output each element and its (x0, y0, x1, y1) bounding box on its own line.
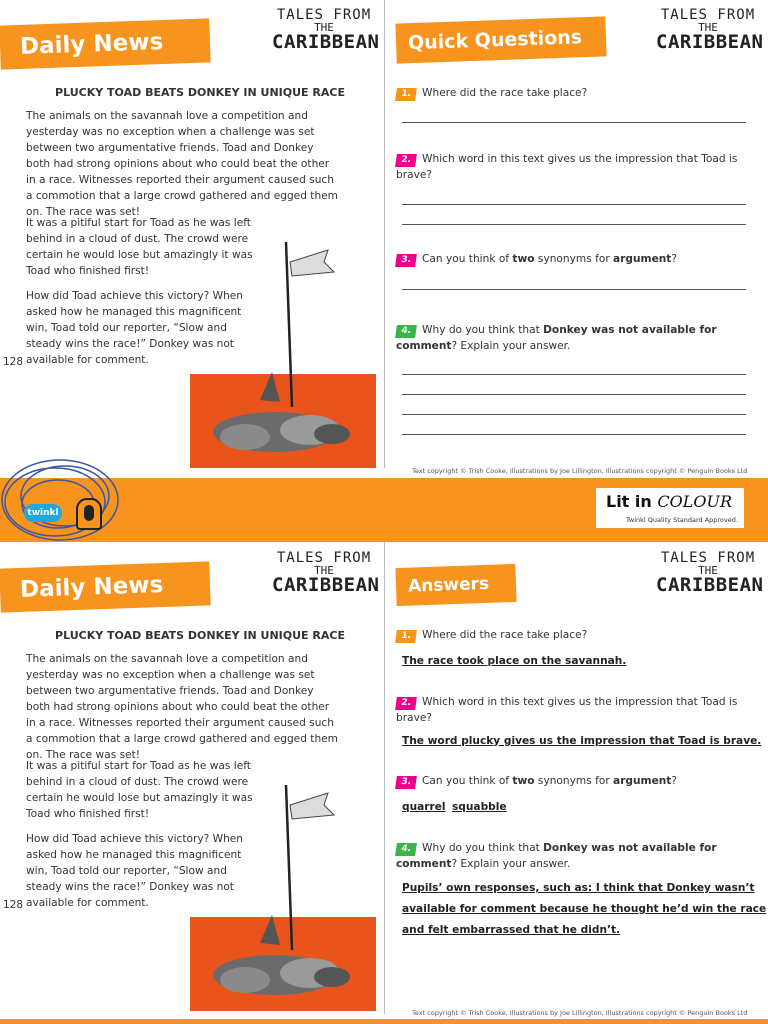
panel-divider (384, 542, 385, 1014)
article-paragraph-3: How did Toad achieve this victory? When asked how he managed this magnificent win, Toad told our reporter, “Slow and steady wins the race!” Donkey was not available for comment. (26, 290, 244, 366)
bottom-edge-strip (0, 1019, 768, 1024)
headline: PLUCKY TOAD BEATS DONKEY IN UNIQUE RACE (55, 86, 345, 99)
question-number-badge: 3. (395, 254, 417, 267)
copyright-credit: Text copyright © Trish Cooke, Illustrations by Joe Lillington, Illustrations copyright © Penguin Books Ltd (412, 467, 748, 475)
question-number-badge: 4. (395, 325, 417, 338)
answer-1: The race took place on the savannah. (402, 655, 627, 667)
question-1: 1. Where did the race take place? (396, 85, 746, 101)
twinkl-logo: twinkl (24, 504, 62, 522)
article-paragraph-1: The animals on the savannah love a competition and yesterday was no exception when a challenge was set between two argumentative friends. Toad and Donkey both had strong opinions about who could beat the other in a race. Witnesses reported their argument caused such a commotion that a large crowd gathered and egged them on. The race was set! (26, 110, 338, 218)
standard-approved: Twinkl Quality Standard Approved. (626, 516, 738, 524)
article-paragraph-2: It was a pitiful start for Toad as he was left behind in a cloud of dust. The crowd were certain he would lose but amazingly it was Toad who finished first! (26, 217, 253, 277)
lit-in-colour-badge (596, 488, 744, 528)
daily-news-banner (0, 561, 211, 612)
penguin-logo (76, 498, 102, 530)
article-paragraph-1: The animals on the savannah love a competition and yesterday was no exception when a challenge was set between two argumentative friends. Toad and Donkey both had strong opinions about who could beat the other in a race. Witnesses reported their argument caused such a commotion that a large crowd gathered and egged them on. The race was set! (26, 653, 338, 761)
answer-line (402, 374, 746, 375)
lit-in-colour-title: Lit in COLOUR (606, 492, 732, 511)
question-number-badge: 3. (395, 776, 417, 789)
question-4: 4. Why do you think that Donkey was not available for comment? Explain your answer. (396, 842, 717, 870)
flag-pole-illustration (200, 775, 370, 1005)
quick-questions-title: Quick Questions (407, 26, 583, 55)
daily-news-title: Daily News (19, 28, 164, 60)
question-number-badge: 2. (395, 697, 417, 710)
question-3: 3. Can you think of two synonyms for argument? (396, 773, 746, 789)
answer-line (402, 122, 746, 123)
answer-line (402, 434, 746, 435)
answer-4-line-2: available for comment because he thought he’d win the race (402, 903, 767, 915)
question-2: 2. Which word in this text gives us the impression that Toad is brave? (396, 153, 738, 181)
article-paragraph-3: How did Toad achieve this victory? When asked how he managed this magnificent win, Toad told our reporter, “Slow and steady wins the race!” Donkey was not available for comment. (26, 833, 244, 909)
penguin-icon (84, 505, 94, 521)
daily-news-banner (0, 18, 211, 69)
question-1: 1. Where did the race take place? (396, 627, 746, 643)
answer-line (402, 224, 746, 225)
scribble-decoration (0, 430, 130, 550)
question-3: 3. Can you think of two synonyms for argument? (396, 251, 746, 267)
answers-title: Answers (407, 573, 490, 597)
answer-2: The word plucky gives us the impression that Toad is brave. (402, 735, 762, 747)
question-number-badge: 4. (395, 843, 417, 856)
brand-logo-right: TALES FROM THE CARIBBEAN (656, 7, 764, 53)
answer-line (402, 414, 746, 415)
answer-line (402, 394, 746, 395)
answer-line (402, 204, 746, 205)
daily-news-title: Daily News (19, 571, 164, 603)
brand-logo-right: TALES FROM THE CARIBBEAN (656, 550, 764, 596)
question-4: 4. Why do you think that Donkey was not available for comment? Explain your answer. (396, 324, 717, 352)
answer-line (402, 289, 746, 290)
answers-banner (395, 564, 516, 606)
answer-4-line-1: Pupils’ own responses, such as: I think that Donkey wasn’t (402, 882, 755, 894)
answer-3-synonym-2: squabble (452, 801, 507, 813)
question-number-badge: 1. (395, 88, 417, 101)
answer-3-synonym-1: quarrel (402, 801, 446, 813)
answer-4-line-3: and felt embarrassed that he didn’t. (402, 924, 621, 936)
question-number-badge: 2. (395, 154, 417, 167)
question-2: 2. Which word in this text gives us the impression that Toad is brave? (396, 696, 738, 724)
page-number: 128 (3, 899, 24, 911)
page-number: 128 (3, 356, 24, 368)
panel-divider (384, 0, 385, 468)
brand-logo-left: TALES FROM THE CARIBBEAN (272, 7, 380, 53)
headline: PLUCKY TOAD BEATS DONKEY IN UNIQUE RACE (55, 629, 345, 642)
brand-logo-left: TALES FROM THE CARIBBEAN (272, 550, 380, 596)
question-number-badge: 1. (395, 630, 417, 643)
flag-pole-illustration (200, 232, 370, 462)
quick-questions-banner (395, 16, 606, 63)
copyright-credit: Text copyright © Trish Cooke, Illustrations by Joe Lillington, Illustrations copyright © Penguin Books Ltd (412, 1009, 748, 1017)
article-paragraph-2: It was a pitiful start for Toad as he was left behind in a cloud of dust. The crowd were certain he would lose but amazingly it was Toad who finished first! (26, 760, 253, 820)
